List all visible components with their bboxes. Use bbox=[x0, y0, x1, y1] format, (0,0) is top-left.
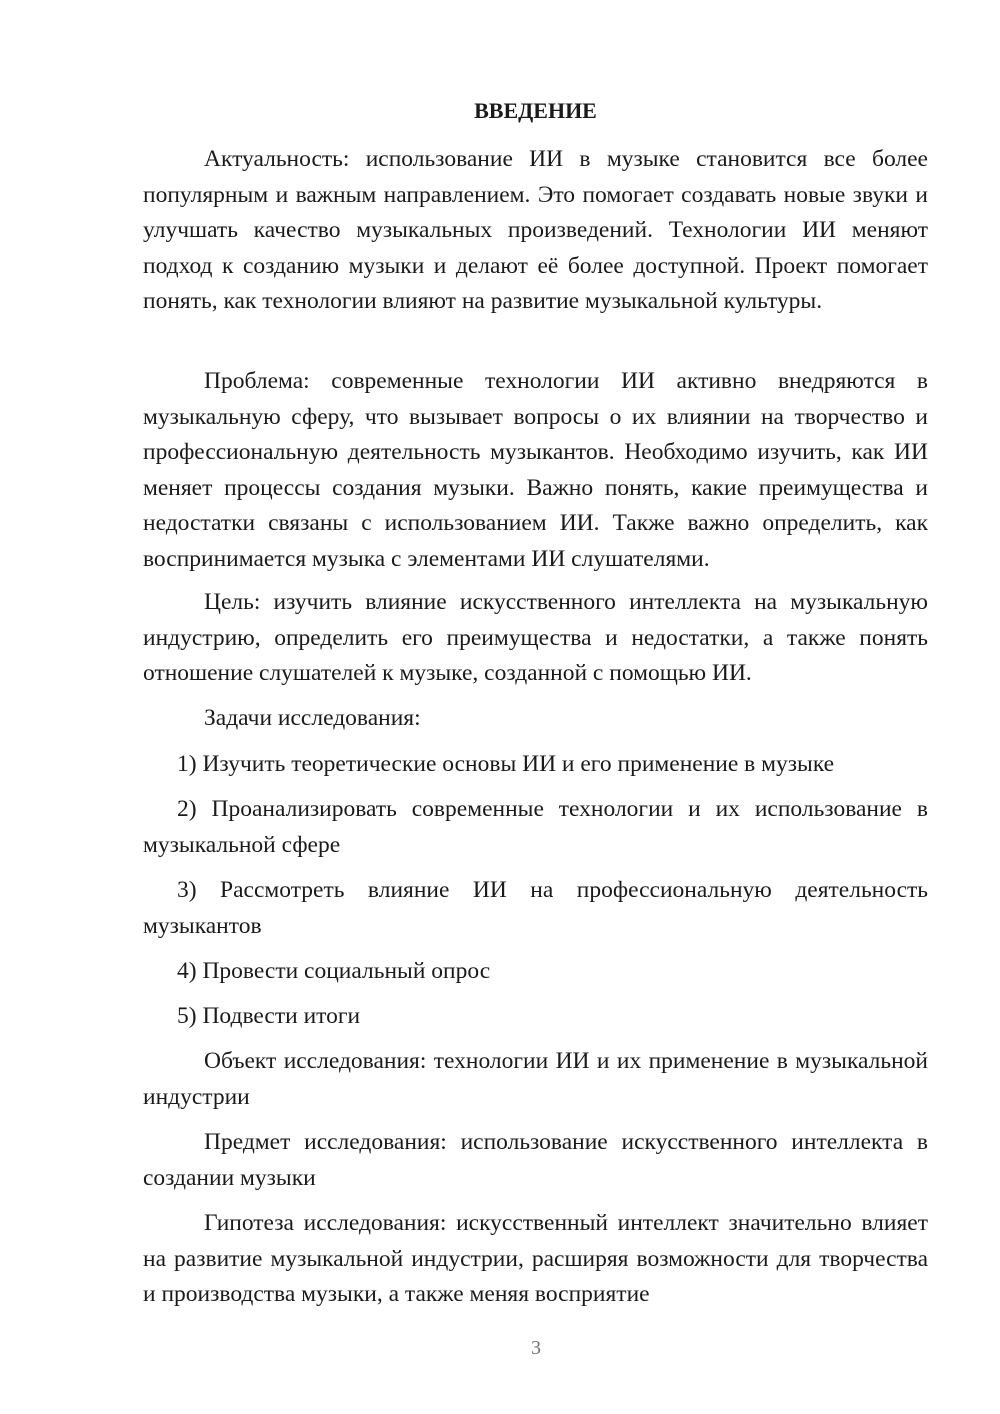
paragraph-object: Объект исследования: технологии ИИ и их применение в музыкальной индустрии bbox=[143, 1048, 928, 1110]
list-item-task-4: 4) Провести социальный опрос bbox=[177, 958, 491, 984]
list-item-task-1: 1) Изучить теоретические основы ИИ и его применение в музыке bbox=[177, 751, 835, 777]
page-number: 3 bbox=[531, 1337, 541, 1359]
paragraph-problem: Проблема: современные технологии ИИ активно внедряются в музыкальную сферу, что вызывает вопросы о их влиянии на творчество и профессиональную деятельность музыкантов. Необходимо изучить, как ИИ меняет процессы создания музыки. Важно понять, какие преимущества и недостатки связаны с использованием ИИ. Также важно определить, как воспринимается музыка с элементами ИИ слушателями. bbox=[143, 368, 928, 572]
list-item-task-2: 2) Проанализировать современные технологии и их использование в музыкальной сфере bbox=[143, 796, 928, 858]
paragraph-relevance: Актуальность: использование ИИ в музыке становится все более популярным и важным направлением. Это помогает создавать новые звуки и улучшать качество музыкальных произведений. Технологии ИИ меняют подход к созданию музыки и делают её более доступной. Проект помогает понять, как технологии влияют на развитие музыкальной культуры. bbox=[143, 146, 928, 314]
list-item-task-3: 3) Рассмотреть влияние ИИ на профессиональную деятельность музыкантов bbox=[143, 877, 928, 939]
list-item-task-5: 5) Подвести итоги bbox=[177, 1003, 361, 1029]
paragraph-subject: Предмет исследования: использование искусственного интеллекта в создании музыки bbox=[143, 1129, 928, 1191]
paragraph-tasks-heading: Задачи исследования: bbox=[204, 705, 421, 731]
page-title: ВВЕДЕНИЕ bbox=[474, 98, 597, 123]
paragraph-goal: Цель: изучить влияние искусственного интеллекта на музыкальную индустрию, определить его преимущества и недостатки, а также понять отношение слушателей к музыке, созданной с помощью ИИ. bbox=[143, 589, 928, 686]
paragraph-hypothesis: Гипотеза исследования: искусственный интеллект значительно влияет на развитие музыкальной индустрии, расширяя возможности для творчества и производства музыки, а также меняя восприятие bbox=[143, 1210, 928, 1307]
